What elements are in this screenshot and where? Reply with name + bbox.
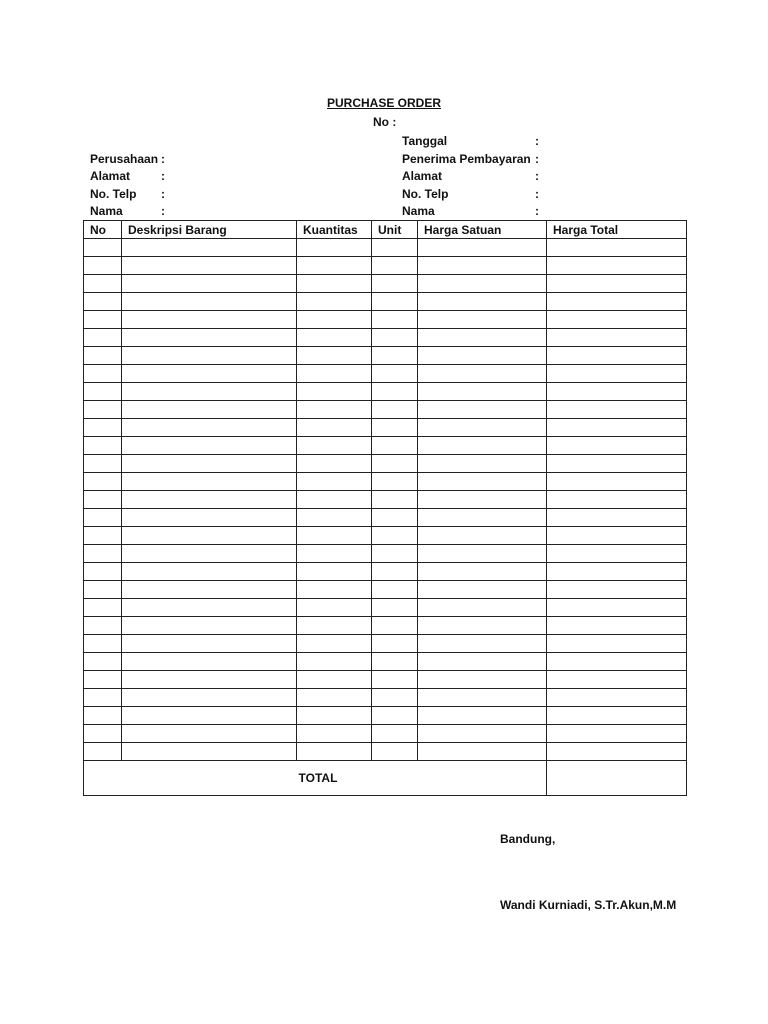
table-cell[interactable]: [418, 455, 547, 473]
table-cell[interactable]: [122, 455, 297, 473]
table-cell[interactable]: [122, 635, 297, 653]
table-row: [84, 401, 687, 419]
recipient-nama-label: Nama: [402, 204, 435, 218]
table-cell[interactable]: [297, 419, 372, 437]
table-cell[interactable]: [84, 671, 122, 689]
recipient-alamat-colon: :: [535, 169, 539, 183]
recipient-telp-colon: :: [535, 187, 539, 201]
table-cell[interactable]: [547, 329, 687, 347]
table-cell[interactable]: [372, 419, 418, 437]
table-cell[interactable]: [122, 311, 297, 329]
header-no: No: [84, 221, 122, 239]
table-cell[interactable]: [84, 617, 122, 635]
table-cell[interactable]: [84, 743, 122, 761]
recipient-nama-colon: :: [535, 204, 539, 218]
table-cell[interactable]: [84, 491, 122, 509]
table-cell[interactable]: [372, 635, 418, 653]
table-cell[interactable]: [297, 491, 372, 509]
tanggal-colon: :: [535, 134, 539, 148]
table-cell[interactable]: [297, 509, 372, 527]
table-cell[interactable]: [122, 509, 297, 527]
table-cell[interactable]: [84, 599, 122, 617]
table-cell[interactable]: [84, 455, 122, 473]
header-deskripsi: Deskripsi Barang: [122, 221, 297, 239]
table-cell[interactable]: [297, 725, 372, 743]
table-cell[interactable]: [297, 599, 372, 617]
table-cell[interactable]: [547, 419, 687, 437]
table-cell[interactable]: [122, 563, 297, 581]
table-cell[interactable]: [297, 563, 372, 581]
table-cell[interactable]: [297, 671, 372, 689]
table-cell[interactable]: [122, 653, 297, 671]
table-cell[interactable]: [547, 545, 687, 563]
table-cell[interactable]: [297, 329, 372, 347]
table-cell[interactable]: [547, 707, 687, 725]
table-cell[interactable]: [418, 401, 547, 419]
buyer-alamat-colon: :: [161, 169, 165, 183]
table-cell[interactable]: [122, 617, 297, 635]
table-cell[interactable]: [297, 635, 372, 653]
table-cell[interactable]: [547, 563, 687, 581]
table-cell[interactable]: [122, 545, 297, 563]
table-row: [84, 293, 687, 311]
buyer-nama-label: Nama: [90, 204, 123, 218]
perusahaan-label: Perusahaan: [90, 152, 159, 166]
table-cell[interactable]: [84, 239, 122, 257]
table-cell[interactable]: [547, 509, 687, 527]
table-cell[interactable]: [418, 473, 547, 491]
table-cell[interactable]: [372, 437, 418, 455]
table-row: [84, 563, 687, 581]
table-cell[interactable]: [297, 347, 372, 365]
items-table: [83, 220, 687, 796]
table-cell[interactable]: [297, 275, 372, 293]
penerima-colon: :: [535, 152, 539, 166]
table-row: [84, 617, 687, 635]
table-cell[interactable]: [418, 293, 547, 311]
table-cell[interactable]: [372, 293, 418, 311]
table-cell[interactable]: [547, 491, 687, 509]
table-cell[interactable]: [547, 365, 687, 383]
document-title: PURCHASE ORDER: [326, 96, 441, 110]
table-cell[interactable]: [297, 707, 372, 725]
table-cell[interactable]: [84, 581, 122, 599]
table-cell[interactable]: [84, 383, 122, 401]
table-cell[interactable]: [418, 347, 547, 365]
table-cell[interactable]: [297, 437, 372, 455]
table-cell[interactable]: [372, 671, 418, 689]
table-row: [84, 329, 687, 347]
table-cell[interactable]: [372, 311, 418, 329]
table-cell[interactable]: [372, 401, 418, 419]
table-cell[interactable]: [84, 275, 122, 293]
table-cell[interactable]: [547, 581, 687, 599]
table-cell[interactable]: [372, 527, 418, 545]
table-cell[interactable]: [418, 275, 547, 293]
table-cell[interactable]: [84, 329, 122, 347]
table-cell[interactable]: [372, 563, 418, 581]
table-cell[interactable]: [297, 401, 372, 419]
buyer-nama-colon: :: [161, 204, 165, 218]
table-row: [84, 419, 687, 437]
table-cell[interactable]: [297, 293, 372, 311]
table-row: [84, 581, 687, 599]
table-cell[interactable]: [84, 509, 122, 527]
table-row: [84, 707, 687, 725]
table-cell[interactable]: [372, 329, 418, 347]
table-cell[interactable]: [297, 365, 372, 383]
header-unit: Unit: [372, 221, 418, 239]
table-cell[interactable]: [122, 437, 297, 455]
table-row: [84, 257, 687, 275]
signer-name: Wandi Kurniadi, S.Tr.Akun,M.M: [500, 898, 677, 912]
table-cell[interactable]: [297, 545, 372, 563]
table-row: [84, 275, 687, 293]
table-cell[interactable]: [122, 671, 297, 689]
table-cell[interactable]: [372, 545, 418, 563]
table-row: [84, 725, 687, 743]
table-header-row: [84, 221, 687, 239]
table-cell[interactable]: [372, 257, 418, 275]
table-cell[interactable]: [547, 743, 687, 761]
table-cell[interactable]: [418, 527, 547, 545]
table-row: [84, 383, 687, 401]
table-cell[interactable]: [297, 239, 372, 257]
table-cell[interactable]: [547, 599, 687, 617]
table-cell[interactable]: [84, 707, 122, 725]
table-cell[interactable]: [547, 383, 687, 401]
table-cell[interactable]: [297, 743, 372, 761]
table-row: [84, 671, 687, 689]
table-row: [84, 311, 687, 329]
table-cell[interactable]: [547, 401, 687, 419]
total-row: [84, 761, 687, 796]
table-cell[interactable]: [547, 617, 687, 635]
table-cell[interactable]: [122, 293, 297, 311]
table-row: [84, 365, 687, 383]
table-cell[interactable]: [84, 653, 122, 671]
table-cell[interactable]: [418, 563, 547, 581]
table-cell[interactable]: [297, 581, 372, 599]
table-cell[interactable]: [84, 545, 122, 563]
table-cell[interactable]: [122, 743, 297, 761]
table-cell[interactable]: [418, 383, 547, 401]
table-cell[interactable]: [547, 635, 687, 653]
table-cell[interactable]: [372, 383, 418, 401]
table-cell[interactable]: [372, 707, 418, 725]
table-cell[interactable]: [122, 401, 297, 419]
table-cell[interactable]: [297, 527, 372, 545]
table-row: [84, 491, 687, 509]
table-cell[interactable]: [122, 707, 297, 725]
table-cell[interactable]: [122, 383, 297, 401]
table-cell[interactable]: [372, 473, 418, 491]
table-row: [84, 455, 687, 473]
total-label: TOTAL: [84, 761, 547, 796]
table-cell[interactable]: [122, 257, 297, 275]
table-cell[interactable]: [372, 491, 418, 509]
table-cell[interactable]: [547, 653, 687, 671]
table-cell[interactable]: [418, 581, 547, 599]
table-cell[interactable]: [372, 347, 418, 365]
table-cell[interactable]: [84, 437, 122, 455]
table-cell[interactable]: [122, 491, 297, 509]
table-row: [84, 239, 687, 257]
table-cell[interactable]: [84, 311, 122, 329]
table-row: [84, 743, 687, 761]
table-cell[interactable]: [547, 689, 687, 707]
table-cell[interactable]: [547, 275, 687, 293]
total-value-cell[interactable]: [547, 761, 687, 796]
table-cell[interactable]: [297, 455, 372, 473]
table-cell[interactable]: [418, 617, 547, 635]
table-cell[interactable]: [547, 437, 687, 455]
table-cell[interactable]: [297, 257, 372, 275]
table-row: [84, 473, 687, 491]
table-cell[interactable]: [418, 491, 547, 509]
table-cell[interactable]: [372, 617, 418, 635]
table-row: [84, 509, 687, 527]
table-cell[interactable]: [418, 509, 547, 527]
table-body: [84, 239, 687, 761]
table-cell[interactable]: [547, 527, 687, 545]
table-cell[interactable]: [372, 509, 418, 527]
buyer-alamat-label: Alamat: [90, 169, 131, 183]
table-cell[interactable]: [372, 689, 418, 707]
recipient-alamat-label: Alamat: [402, 169, 443, 183]
table-row: [84, 437, 687, 455]
table-cell[interactable]: [84, 725, 122, 743]
table-cell[interactable]: [372, 599, 418, 617]
table-cell[interactable]: [547, 671, 687, 689]
table-cell[interactable]: [122, 365, 297, 383]
table-cell[interactable]: [297, 473, 372, 491]
table-cell[interactable]: [547, 311, 687, 329]
table-cell[interactable]: [122, 329, 297, 347]
table-cell[interactable]: [84, 419, 122, 437]
table-cell[interactable]: [372, 725, 418, 743]
table-cell[interactable]: [372, 581, 418, 599]
table-row: [84, 545, 687, 563]
table-cell[interactable]: [122, 239, 297, 257]
table-cell[interactable]: [418, 671, 547, 689]
table-cell[interactable]: [372, 239, 418, 257]
header-kuantitas: Kuantitas: [297, 221, 372, 239]
table-cell[interactable]: [418, 545, 547, 563]
table-cell[interactable]: [547, 473, 687, 491]
table-cell[interactable]: [418, 365, 547, 383]
table-cell[interactable]: [297, 311, 372, 329]
table-cell[interactable]: [547, 725, 687, 743]
table-cell[interactable]: [84, 563, 122, 581]
table-cell[interactable]: [122, 419, 297, 437]
table-cell[interactable]: [297, 689, 372, 707]
table-cell[interactable]: [122, 725, 297, 743]
perusahaan-colon: :: [161, 152, 165, 166]
table-cell[interactable]: [372, 455, 418, 473]
table-cell[interactable]: [418, 707, 547, 725]
table-row: [84, 527, 687, 545]
table-cell[interactable]: [84, 365, 122, 383]
table-cell[interactable]: [84, 689, 122, 707]
recipient-telp-label: No. Telp: [402, 187, 449, 201]
table-cell[interactable]: [84, 257, 122, 275]
header-harga-total: Harga Total: [547, 221, 687, 239]
table-cell[interactable]: [418, 239, 547, 257]
table-cell[interactable]: [418, 689, 547, 707]
buyer-telp-colon: :: [161, 187, 165, 201]
table-row: [84, 347, 687, 365]
table-cell[interactable]: [84, 347, 122, 365]
table-cell[interactable]: [418, 311, 547, 329]
signature-city: Bandung,: [500, 832, 556, 846]
table-cell[interactable]: [418, 653, 547, 671]
buyer-telp-label: No. Telp: [90, 187, 137, 201]
table-row: [84, 653, 687, 671]
table-cell[interactable]: [84, 635, 122, 653]
table-cell[interactable]: [372, 275, 418, 293]
table-cell[interactable]: [418, 743, 547, 761]
table-cell[interactable]: [84, 473, 122, 491]
table-cell[interactable]: [297, 383, 372, 401]
table-cell[interactable]: [418, 725, 547, 743]
table-row: [84, 599, 687, 617]
table-cell[interactable]: [547, 293, 687, 311]
table-cell[interactable]: [122, 473, 297, 491]
table-cell[interactable]: [122, 599, 297, 617]
table-cell[interactable]: [122, 347, 297, 365]
table-cell[interactable]: [122, 581, 297, 599]
table-cell[interactable]: [418, 257, 547, 275]
table-cell[interactable]: [122, 689, 297, 707]
table-cell[interactable]: [372, 653, 418, 671]
po-number-label: No :: [373, 115, 397, 129]
table-cell[interactable]: [547, 257, 687, 275]
table-cell[interactable]: [418, 329, 547, 347]
table-cell[interactable]: [418, 419, 547, 437]
table-cell[interactable]: [418, 437, 547, 455]
table-cell[interactable]: [418, 599, 547, 617]
table-cell[interactable]: [84, 527, 122, 545]
table-cell[interactable]: [84, 401, 122, 419]
table-cell[interactable]: [547, 239, 687, 257]
table-cell[interactable]: [122, 275, 297, 293]
table-cell[interactable]: [547, 455, 687, 473]
table-cell[interactable]: [372, 743, 418, 761]
table-row: [84, 635, 687, 653]
table-cell[interactable]: [122, 527, 297, 545]
table-row: [84, 689, 687, 707]
penerima-label: Penerima Pembayaran: [402, 152, 531, 166]
tanggal-label: Tanggal: [402, 134, 448, 148]
table-cell[interactable]: [418, 635, 547, 653]
table-cell[interactable]: [297, 617, 372, 635]
header-harga-satuan: Harga Satuan: [418, 221, 547, 239]
table-cell[interactable]: [297, 653, 372, 671]
table-cell[interactable]: [372, 365, 418, 383]
table-cell[interactable]: [547, 347, 687, 365]
table-cell[interactable]: [84, 293, 122, 311]
